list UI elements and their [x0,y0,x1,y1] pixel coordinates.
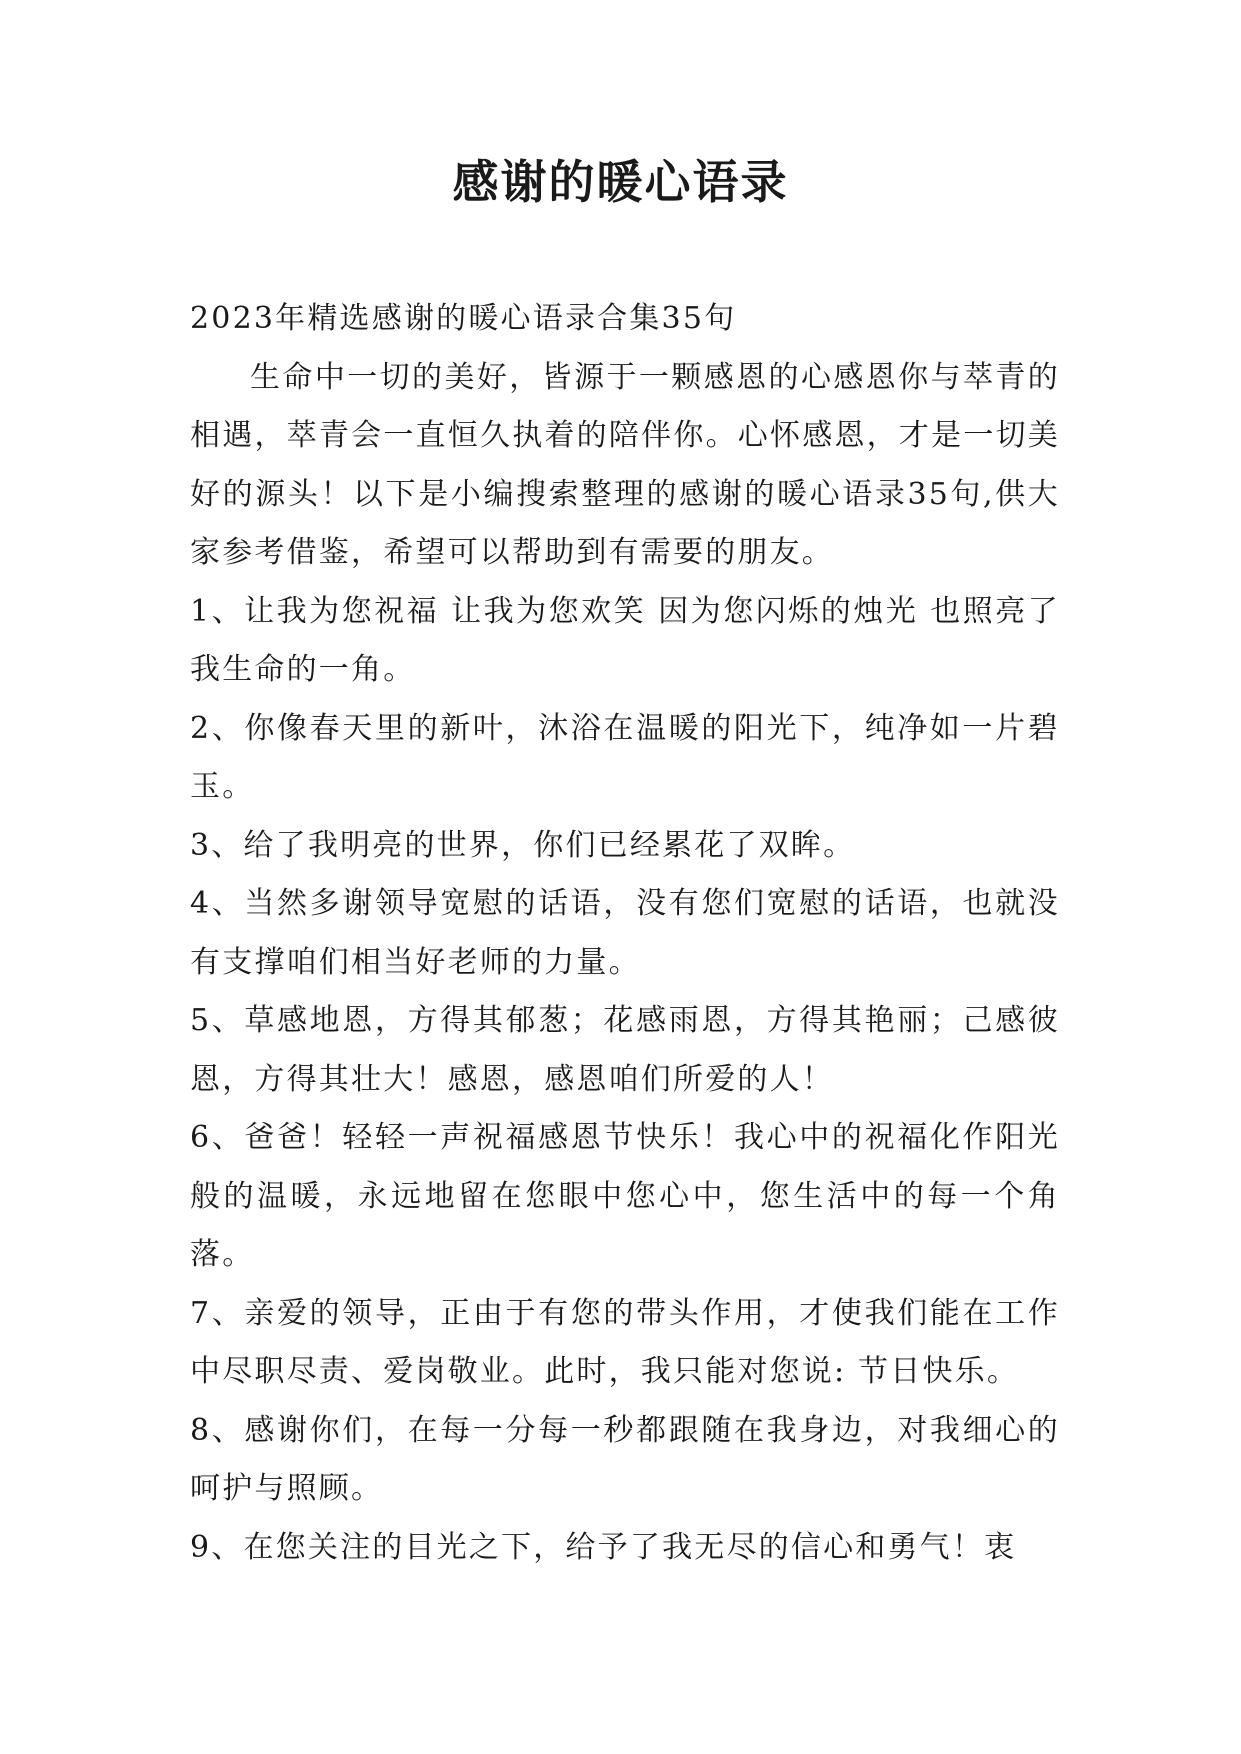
document-title: 感谢的暖心语录 [452,155,789,209]
quote-item-5: 5、草感地恩，方得其郁葱；花感雨恩，方得其艳丽；己感彼恩，方得其壮大！感恩，感恩咱们所爱的人！ [190,1003,1060,1097]
quote-item-4: 4、当然多谢领导宽慰的话语，没有您们宽慰的话语，也就没有支撑咱们相当好老师的力量。 [190,886,1060,980]
quote-item-1: 1、让我为您祝福 让我为您欢笑 因为您闪烁的烛光 也照亮了我生命的一角。 [190,593,1060,687]
quote-item-2: 2、你像春天里的新叶，沐浴在温暖的阳光下，纯净如一片碧玉。 [190,710,1060,804]
quote-item-6: 6、爸爸！轻轻一声祝福感恩节快乐！我心中的祝福化作阳光般的温暖，永远地留在您眼中您心中，您生活中的每一个角落。 [190,1120,1060,1272]
document-body [190,290,1060,1577]
document-subtitle: 2023年精选感谢的暖心语录合集35句 [190,301,737,336]
quote-item-3: 3、给了我明亮的世界，你们已经累花了双眸。 [190,827,856,863]
quote-item-8: 8、感谢你们，在每一分每一秒都跟随在我身边，对我细心的呵护与照顾。 [190,1412,1060,1506]
quote-item-9: 9、在您关注的目光之下，给予了我无尽的信心和勇气！衷 [190,1529,1017,1565]
intro-paragraph: 生命中一切的美好，皆源于一颗感恩的心感恩你与萃青的相遇，萃青会一直恒久执着的陪伴你。心怀感恩，才是一切美好的源头！以下是小编搜索整理的感谢的暖心语录35句,供大家参考借鉴，希望可以帮助到有需要的朋友。 [190,359,1060,570]
quote-item-7: 7、亲爱的领导，正由于有您的带头作用，才使我们能在工作中尽职尽责、爱岗敬业。此时，我只能对您说: 节日快乐。 [190,1295,1060,1389]
